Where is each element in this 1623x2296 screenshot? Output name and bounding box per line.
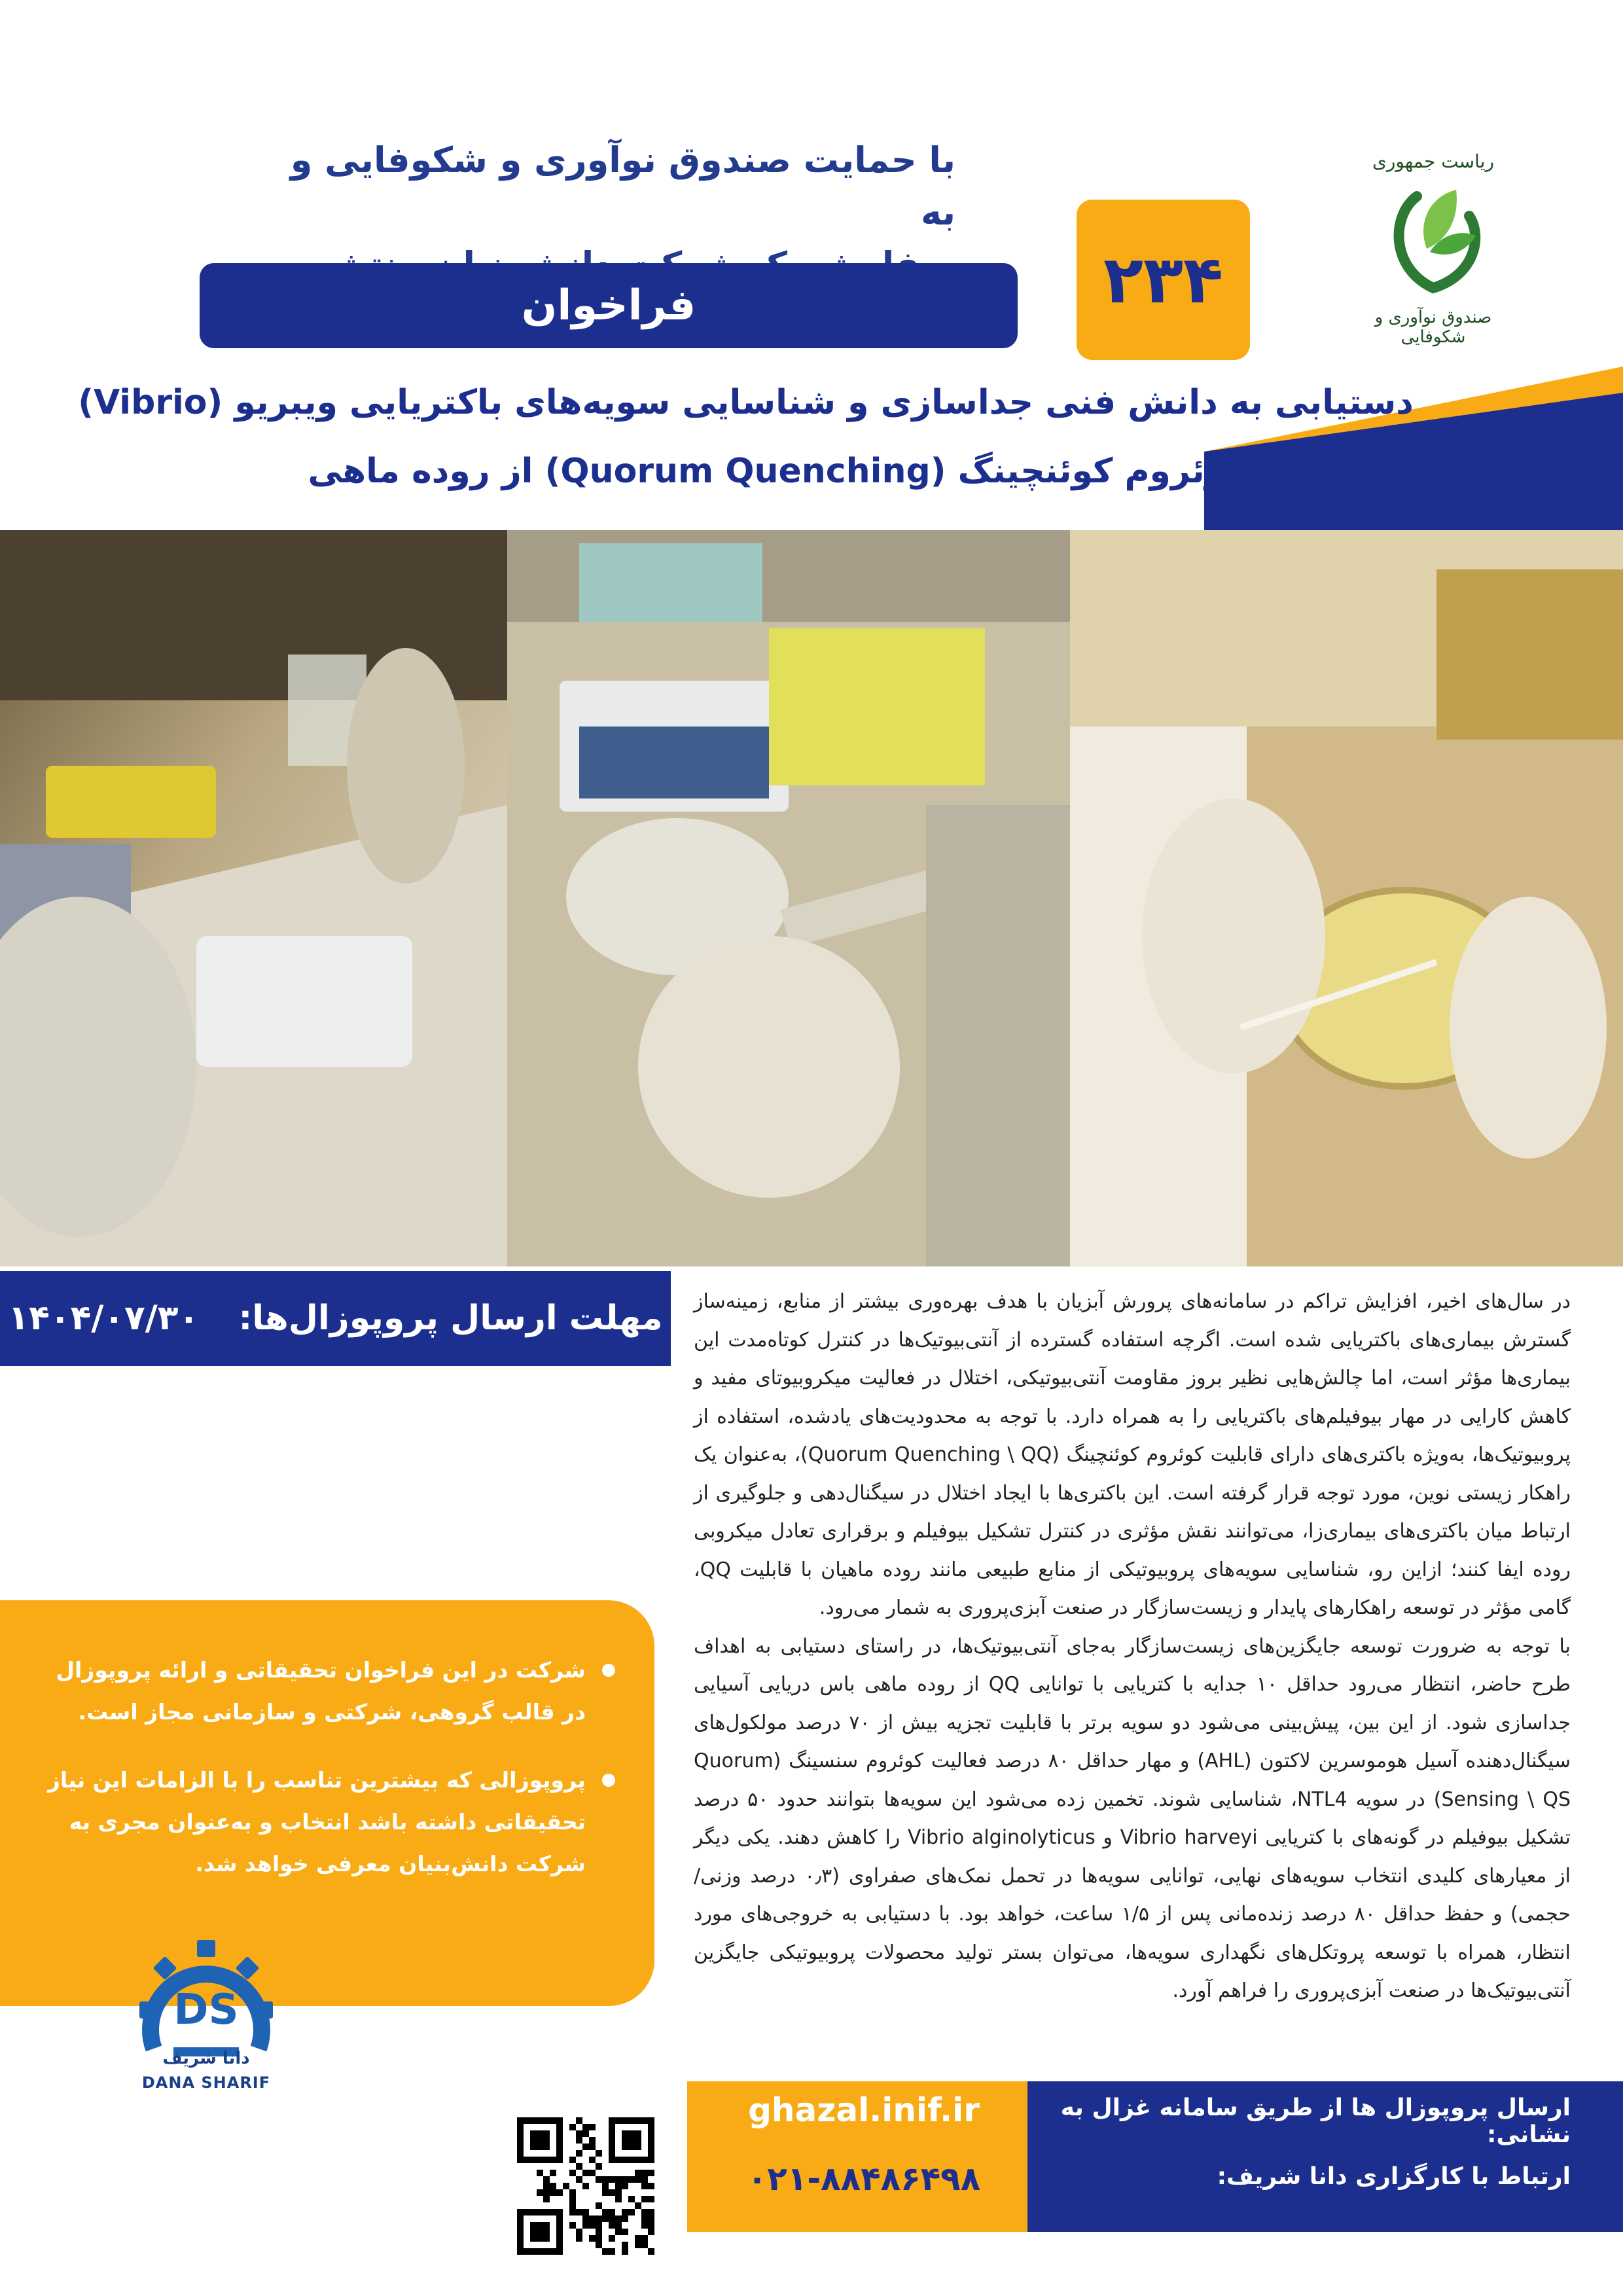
- deadline-date: ۱۴۰۴/۰۷/۳۰: [8, 1299, 200, 1338]
- condition-text: پروپوزالی که بیشترین تناسب را با الزامات این نیاز تحقیقاتی داشته باشد انتخاب و به‌عنوان مجری به شرکت دانش‌بنیان معرفی خواهد شد.: [47, 1767, 586, 1876]
- sponsor-line-1: با حمایت صندوق نوآوری و شکوفایی و به: [290, 139, 955, 233]
- title-line-2: با توانایی کوئروم کوئنچینگ (Quorum Quenching) از روده ماهی: [308, 452, 1414, 491]
- deadline-label: مهلت ارسال پروپوزال‌ها:: [238, 1299, 663, 1338]
- innovation-fund-logo: [1358, 151, 1508, 367]
- ds-mark-text: DS: [173, 1986, 239, 2034]
- lab-photo-strip: [0, 530, 1623, 1266]
- qr-code[interactable]: [517, 2117, 654, 2255]
- description-text: [694, 1283, 1571, 2011]
- contact-phone[interactable]: ۰۲۱-۸۸۴۸۶۴۹۸: [747, 2160, 981, 2198]
- lab-photo-pipetting: [0, 530, 507, 1266]
- title-line-1: دستیابی به دانش فنی جداسازی و شناسایی سویه‌های باکتریایی ویبریو (Vibrio): [78, 383, 1414, 422]
- condition-text: شرکت در این فراخوان تحقیقاتی و ارائه پروپوزال در قالب گروهی، شرکتی و سازمانی مجاز است.: [56, 1657, 586, 1725]
- logo-bottom-text: صندوق نوآوری و شکوفایی: [1374, 308, 1492, 347]
- deadline-banner: [0, 1271, 671, 1366]
- lab-photo-petri-dish: [1070, 530, 1623, 1266]
- brand-name-en: DANA SHARIF: [141, 2073, 271, 2092]
- call-label-pill: فراخوان: [200, 263, 1018, 348]
- description-paragraph-2: با توجه به ضرورت توسعه جایگزین‌های زیست‌سازگار به‌جای آنتی‌بیوتیک‌ها، در راستای دستیابی به اهداف طرح حاضر، انتظار می‌رود حداقل ۱۰ جدایه با کتریایی با توانایی QQ از روده ماهی باس دریایی آسیایی جداسازی شود. از این بین، پیش‌بینی می‌شود دو سویه برتر با قابلیت تجزیه بیش از ۷۰ درصد مولکول‌های سیگنال‌دهنده آسیل هوموسرین لاکتون (AHL) و مهار حداقل ۸۰ درصد فعالیت کوئروم سنسینگ (Quorum Sensing \ QS) در سویه NTL4، شناسایی شوند. تخمین زده می‌شود این سویه‌ها بتوانند حدود ۵۰ درصد تشکیل بیوفیلم در گونه‌های با کتریایی Vibrio harveyi و Vibrio alginolyticus را کاهش دهند. یکی دیگر از معیارهای کلیدی انتخاب سویه‌های نهایی، توانایی سویه‌ها در تحمل نمک‌های صفراوی (۰٫۳ درصد وزنی/حجمی) و حفظ حداقل ۸۰ درصد زنده‌مانی پس از ۱/۵ ساعت، خواهد بود. با دستیابی به خروجی‌های مورد انتظار، همراه با توسعه پروتکل‌های نگهداری سویه‌ها، می‌توان بستر تولید محصولات پروبیوتیکی جایگزین آنتی‌بیوتیک‌ها در صنعت آبزی‌پروری را فراهم آورد.: [694, 1634, 1571, 2002]
- call-number-badge: ۲۳۴: [1077, 200, 1250, 360]
- leaf-emblem-icon: [1378, 177, 1489, 308]
- condition-item: [39, 1649, 615, 1733]
- condition-item: [39, 1759, 615, 1885]
- bullet-icon: [602, 1664, 615, 1677]
- submission-url-link[interactable]: ghazal.inif.ir: [748, 2091, 980, 2129]
- bullet-icon: [602, 1774, 615, 1787]
- submit-label: ارسال پروپوزال ها از طریق سامانه غزال به نشانی:: [1060, 2094, 1571, 2148]
- description-paragraph-1: در سال‌های اخیر، افزایش تراکم در سامانه‌های پرورش آبزیان با هدف بهره‌وری بیشتر از منابع، زمینه‌ساز گسترش بیماری‌های باکتریایی شده است. اگرچه استفاده گسترده از آنتی‌بیوتیک‌ها در کنترل کوتاه‌مدت این بیماری‌ها مؤثر است، اما چالش‌هایی نظیر بروز مقاومت آنتی‌بیوتیکی، اختلال در فعالیت میکروبیوتای مفید و کاهش کارایی در مهار بیوفیلم‌های باکتریایی را به همراه دارد. با توجه به محدودیت‌های یادشده، استفاده از پروبیوتیک‌ها، به‌ویژه باکتری‌های دارای قابلیت کوئروم کوئنچینگ (Quorum Quenching \ QQ)، به‌عنوان یک راهکار زیستی نوین، مورد توجه قرار گرفته است. این باکتری‌ها با ایجاد اختلال در سیگنال‌دهی و جلوگیری از ارتباط میان باکتری‌های بیماری‌زا، می‌توانند نقش مؤثری در کنترل تشکیل بیوفیلم و برقراری تعادل میکروبی روده ایفا کنند؛ ازاین رو، شناسایی سویه‌های پروبیوتیکی از منابع طبیعی مانند روده ماهیان با قابلیت QQ، گامی مؤثر در توسعه راهکارهای پایدار و زیست‌سازگار در صنعت آبزی‌پروری به شمار می‌رود.: [694, 1290, 1571, 1619]
- brand-name-fa: دانا شریف: [162, 2049, 250, 2068]
- lab-photo-sample-rack: [507, 530, 1070, 1266]
- conditions-list: [39, 1649, 615, 1911]
- contact-label: ارتباط با کارگزاری دانا شریف:: [1217, 2163, 1571, 2190]
- logo-top-text: ریاست جمهوری: [1372, 151, 1494, 172]
